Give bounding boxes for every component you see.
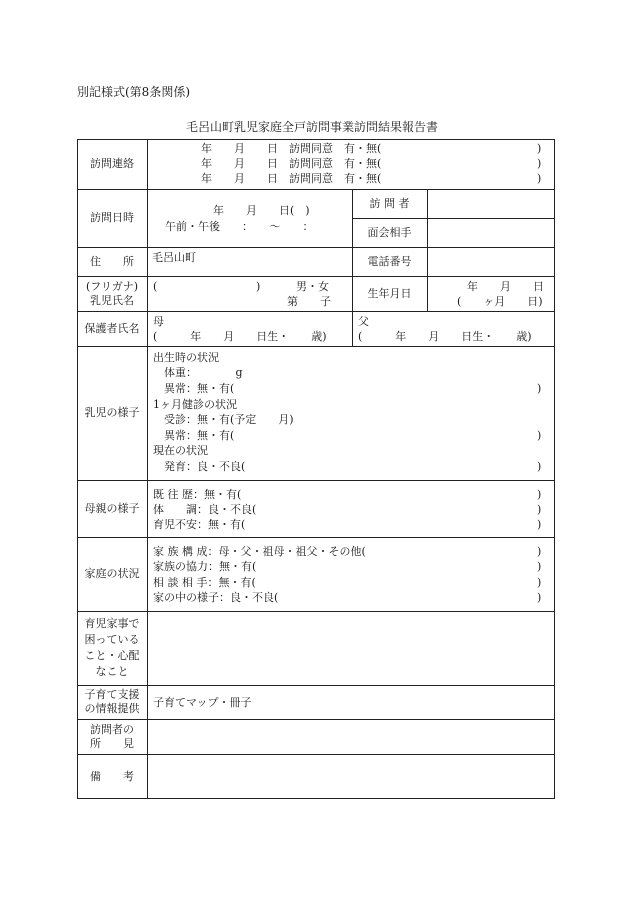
label-infant-name: (フリガナ) 乳児氏名: [85, 279, 139, 307]
row-divider: [77, 189, 555, 190]
report-title: 毛呂山町乳児家庭全戸訪問事業訪問結果報告書: [186, 120, 439, 134]
infant-birth-order: 第 子: [287, 295, 331, 308]
row-divider: [77, 346, 555, 347]
infant-status-line: 受診：無・有(予定 月): [153, 413, 294, 426]
mother-birth-line: ( 年 月 日生・ 歳): [153, 330, 327, 343]
label-phone: 電話番号: [367, 254, 412, 268]
sub-column-divider: [427, 189, 428, 311]
label-infant-status: 乳児の様子: [84, 406, 140, 419]
family-status-line: 家の中の様子：良・不良(: [153, 591, 279, 604]
close-paren: ): [537, 488, 542, 501]
infant-gender: 男・女: [296, 280, 329, 293]
row-divider: [77, 247, 555, 248]
infant-status-line: 異常：無・有(: [153, 382, 235, 395]
father-label: 父: [358, 315, 369, 328]
close-paren: ): [537, 560, 542, 573]
mother-status-line: 育児不安：無・有(: [153, 518, 246, 531]
infant-status-line: 1ヶ月健診の状況: [153, 398, 237, 411]
infant-status-line: 体重： g: [153, 366, 243, 379]
visit-time-line: 午前・午後 ： ～ ：: [165, 220, 314, 233]
close-paren: ): [537, 382, 542, 395]
row-divider: [77, 719, 555, 720]
visit-contact-line-2: 年 月 日 訪問同意 有・無(: [201, 157, 382, 170]
visit-contact-line-1: 年 月 日 訪問同意 有・無(: [201, 142, 382, 155]
close-paren: ): [537, 576, 542, 589]
infant-status-line: 発育：良・不良(: [153, 460, 246, 473]
infant-status-line: 現在の状況: [153, 444, 208, 457]
row-divider: [77, 537, 555, 538]
label-address: 住 所: [90, 254, 134, 268]
label-visitor-opinion: 訪問者の 所 見: [90, 722, 134, 750]
father-birth-line: ( 年 月 日生・ 歳): [358, 330, 532, 343]
close-paren: ): [537, 591, 542, 604]
furigana-open-paren: (: [153, 280, 158, 293]
visit-date-line: 年 月 日( ): [213, 204, 310, 217]
label-guardian-name: 保護者氏名: [84, 321, 140, 335]
label-support-info: 子育て支援 の情報提供: [84, 688, 140, 715]
report-table: [77, 139, 555, 799]
label-meeting-person: 面会相手: [367, 225, 412, 239]
label-concerns: 育児家事で 困っている こと・心配 なこと: [84, 617, 140, 678]
close-paren: ): [537, 142, 542, 155]
close-paren: ): [537, 172, 542, 185]
label-visit-contact: 訪問連絡: [90, 157, 134, 170]
mother-label: 母: [153, 315, 164, 328]
close-paren: ): [537, 503, 542, 516]
row-divider: [77, 611, 555, 612]
birth-date-line: 年 月 日: [467, 280, 544, 293]
mother-status-line: 既 往 歴：無・有(: [153, 488, 242, 501]
support-info-value: 子育てマップ・冊子: [153, 696, 252, 709]
label-visitor: 訪 問 者: [369, 196, 410, 210]
close-paren: ): [537, 157, 542, 170]
family-status-line: 家族の協力：無・有(: [153, 560, 257, 573]
label-column-divider: [147, 139, 148, 799]
close-paren: ): [537, 460, 542, 473]
close-paren: ): [256, 280, 261, 293]
birth-age-line: ( ヶ月 日): [457, 295, 543, 308]
label-birth-date: 生年月日: [367, 286, 412, 300]
family-status-line: 相 談 相 手：無・有(: [153, 576, 256, 589]
label-visit-datetime: 訪問日時: [90, 211, 134, 224]
close-paren: ): [537, 429, 542, 442]
label-remarks: 備 考: [90, 769, 134, 783]
row-divider: [77, 311, 555, 312]
label-family-status: 家庭の状況: [84, 567, 140, 580]
row-divider: [77, 276, 555, 277]
family-status-line: 家 族 構 成：母・父・祖母・祖父・その他(: [153, 545, 366, 558]
visit-contact-line-3: 年 月 日 訪問同意 有・無(: [201, 172, 382, 185]
row-divider: [77, 754, 555, 755]
infant-status-line: 出生時の状況: [153, 351, 219, 364]
close-paren: ): [537, 545, 542, 558]
close-paren: ): [537, 518, 542, 531]
form-reference: 別記様式(第8条関係): [77, 85, 190, 99]
infant-status-line: 異常：無・有(: [153, 429, 235, 442]
row-divider: [77, 480, 555, 481]
label-mother-status: 母親の様子: [84, 501, 140, 515]
row-divider: [77, 685, 555, 686]
mother-status-line: 体 調：良・不良(: [153, 503, 257, 516]
address-value: 毛呂山町: [152, 251, 196, 264]
